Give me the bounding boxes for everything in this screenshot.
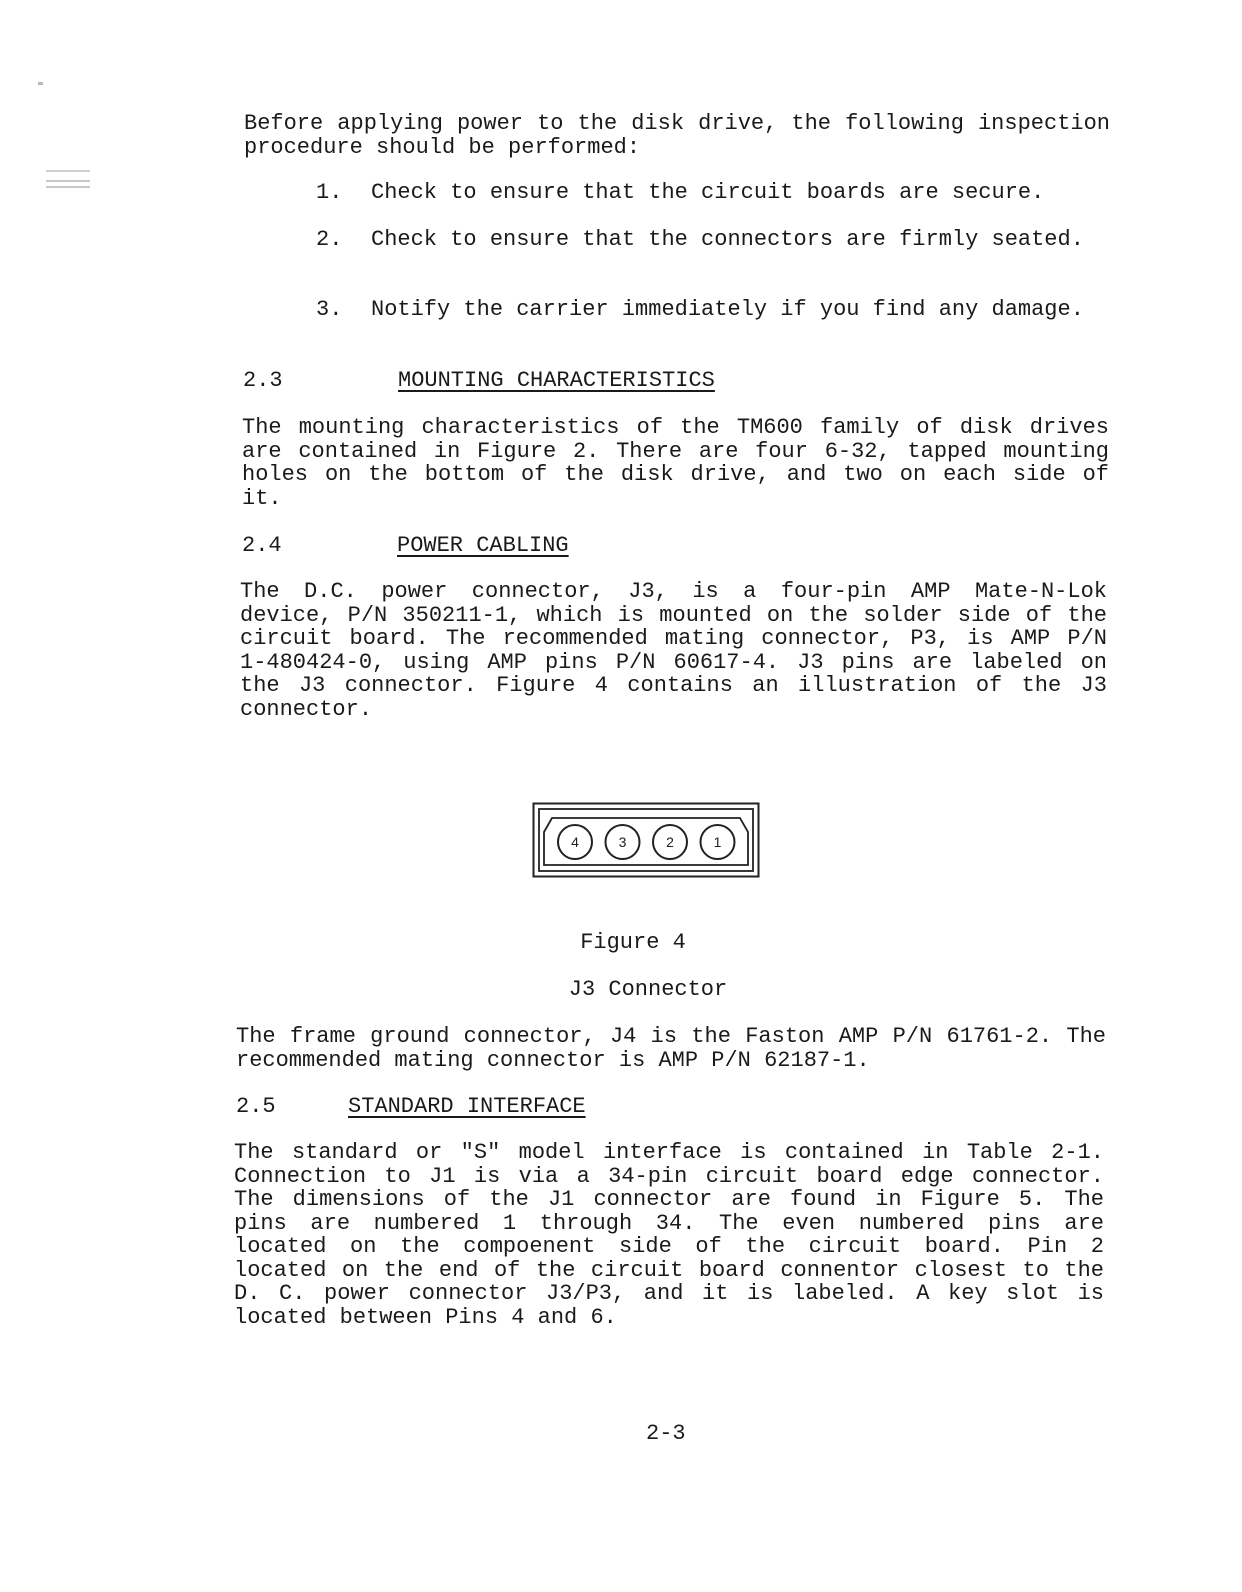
intro-paragraph: Before applying power to the disk drive, the following inspection procedure should be performed: (244, 111, 1110, 160)
section-heading-2-4 (242, 534, 842, 560)
section-2-5-body: The standard or "S" model interface is contained in Table 2-1. Connection to J1 is via a 34-pin circuit board edge connector. The dimensions of the J1 connector are found in Figure 5. The pins are numbered 1 through 34. The even numbered pins are located on the compoenent side of the circuit board. Pin 2 located on the end of the circuit board connentor closest to the D. C. power connector J3/P3, and it is labeled. A key slot is located between Pins 4 and 6. (234, 1140, 1104, 1330)
figure-label: Figure 4 (580, 930, 686, 955)
section-title: MOUNTING CHARACTERISTICS (398, 368, 715, 393)
scan-mark (46, 180, 90, 182)
frame-ground-paragraph: The frame ground connector, J4 is the Faston AMP P/N 61761-2. The recommended mating connector is AMP P/N 62187-1. (236, 1024, 1106, 1073)
step-number: 1. (316, 180, 343, 205)
inspection-step (316, 298, 1110, 346)
pin-4-label: 4 (571, 834, 579, 850)
inspection-step (316, 181, 1110, 205)
inspection-step (316, 228, 1110, 276)
step-text: Check to ensure that the circuit boards are secure. (371, 180, 1045, 205)
section-title: POWER CABLING (397, 533, 569, 558)
j3-connector-figure (532, 802, 762, 880)
step-number: 2. (316, 227, 343, 252)
section-number: 2.4 (242, 533, 282, 558)
section-2-3-body: The mounting characteristics of the TM600 family of disk drives are contained in Figure 2. There are four 6-32, tapped mounting holes on the bottom of the disk drive, and two on each side of it. (242, 415, 1109, 511)
page-number: 2-3 (646, 1421, 686, 1446)
pin-2-label: 2 (666, 834, 674, 850)
step-number: 3. (316, 297, 343, 322)
section-2-4-body: The D.C. power connector, J3, is a four-pin AMP Mate-N-Lok device, P/N 350211-1, which is mounted on the solder side of the circuit board. The recommended mating connector, P3, is AMP P/N 1-480424-0, using AMP pins P/N 60617-4. J3 pins are labeled on the J3 connector. Figure 4 contains an illustration of the J3 connector. (240, 579, 1107, 722)
section-number: 2.5 (236, 1094, 276, 1119)
step-text: Check to ensure that the connectors are firmly seated. (371, 227, 1084, 252)
scan-mark (46, 186, 90, 188)
section-heading-2-5 (236, 1095, 836, 1121)
pin-3-label: 3 (618, 834, 627, 850)
section-title: STANDARD INTERFACE (348, 1094, 586, 1119)
step-text: Notify the carrier immediately if you find any damage. (371, 297, 1084, 322)
scan-mark (46, 170, 90, 172)
section-heading-2-3 (243, 369, 843, 395)
section-number: 2.3 (243, 368, 283, 393)
scan-mark (38, 82, 43, 85)
pin-1-label: 1 (713, 834, 722, 850)
figure-caption: J3 Connector (568, 977, 728, 1002)
